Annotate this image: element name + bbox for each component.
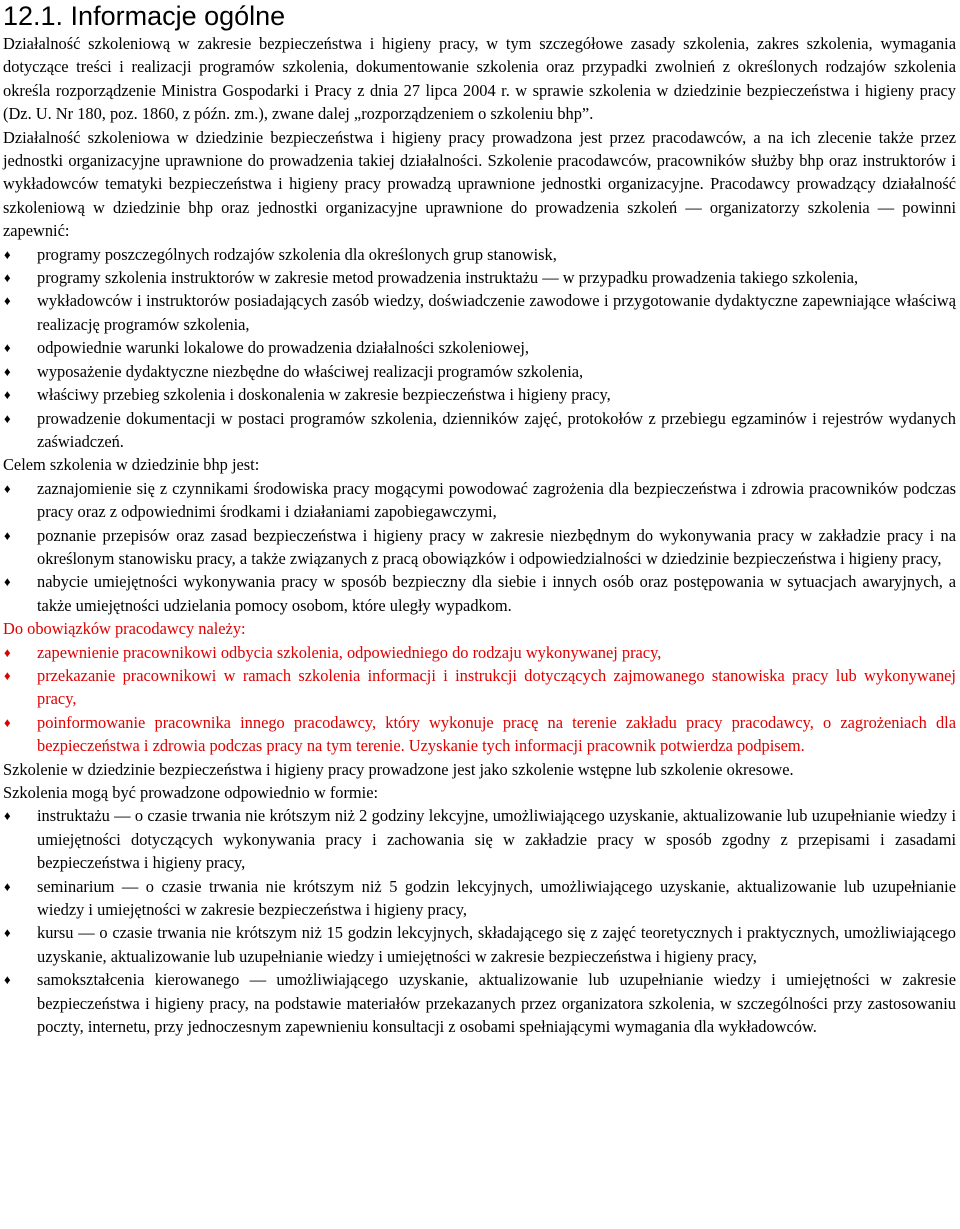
list-item: ♦ prowadzenie dokumentacji w postaci programów szkolenia, dzienników zajęć, protokołów z przebiegu egzaminów i rejestrów wydanych zaświadczeń. — [4, 408, 956, 451]
list-item: ♦ właściwy przebieg szkolenia i doskonalenia w zakresie bezpieczeństwa i higieny pracy, — [3, 383, 956, 406]
diamond-bullet-icon: ♦ — [4, 293, 11, 309]
goals-list — [3, 477, 956, 617]
list-item: ♦ wykładowców i instruktorów posiadających zasób wiedzy, doświadczenie zawodowe i przygotowanie dydaktyczne zapewniające właściwą realizację programów szkolenia, — [4, 291, 956, 334]
diamond-bullet-icon: ♦ — [4, 340, 11, 356]
diamond-bullet-icon: ♦ — [4, 270, 11, 286]
goal-heading: Celem szkolenia w dziedzinie bhp jest: — [3, 455, 260, 475]
training-type-paragraph: Szkolenie w dziedzinie bezpieczeństwa i higieny pracy prowadzone jest jako szkolenie wstępne lub szkolenie okresowe. — [3, 759, 794, 779]
organizer-duties-list — [3, 243, 956, 454]
list-item: ♦ nabycie umiejętności wykonywania pracy w sposób bezpieczny dla siebie i innych osób oraz postępowania w sytuacjach awaryjnych, a także umiejętności udzielania pomocy osobom, które uległy wypadkom. — [4, 572, 956, 615]
forms-list — [3, 804, 956, 1038]
list-item: ♦ odpowiednie warunki lokalowe do prowadzenia działalności szkoleniowej, — [3, 336, 956, 359]
list-item: ♦ programy szkolenia instruktorów w zakresie metod prowadzenia instruktażu — w przypadku prowadzenia takiego szkolenia, — [3, 266, 956, 289]
list-item: ♦ kursu — o czasie trwania nie krótszym niż 15 godzin lekcyjnych, składającego się z zajęć teoretycznych i praktycznych, umożliwiającego uzyskanie, aktualizowanie lub uzupełnianie wiedzy i umiejętności w zakresie bezpieczeństwa i higieny pracy, — [4, 923, 956, 966]
diamond-bullet-icon: ♦ — [4, 878, 11, 894]
diamond-bullet-icon: ♦ — [4, 363, 11, 379]
diamond-bullet-icon: ♦ — [4, 574, 11, 590]
list-item: ♦ samokształcenia kierowanego — umożliwiającego uzyskanie, aktualizowanie lub uzupełnianie wiedzy i umiejętności w zakresie bezpieczeństwa i higieny pracy, na podstawie materiałów przekazanych przez organizatora szkolenia, w szczególności przy zastosowaniu poczty, internetu, przy jednoczesnym zapewnieniu konsultacji z osobami spełniającymi wymagania dla wykładowców. — [4, 970, 956, 1037]
list-item: ♦ poznanie przepisów oraz zasad bezpieczeństwa i higieny pracy w zakresie niezbędnym do wykonywania pracy w zakładzie pracy i na określonym stanowisku pracy, a także związanych z pracą obowiązków i odpowiedzialności w dziedzinie bezpieczeństwa i higieny pracy, — [4, 525, 956, 568]
list-item: ♦ zapewnienie pracownikowi odbycia szkolenia, odpowiedniego do rodzaju wykonywanej pracy, — [3, 641, 956, 664]
diamond-bullet-icon: ♦ — [4, 410, 11, 426]
diamond-bullet-icon: ♦ — [4, 246, 11, 262]
list-item: ♦ instruktażu — o czasie trwania nie krótszym niż 2 godziny lekcyjne, umożliwiającego uzyskanie, aktualizowanie lub uzupełnianie wiedzy i umiejętności dotyczących wykonywania pracy i zachowania się w zakładzie pracy w sposób zgodny z przepisami i zasadami bezpieczeństwa i higieny pracy, — [4, 806, 956, 873]
page-title: 12.1. Informacje ogólne — [3, 1, 286, 31]
intro-paragraph-2: Działalność szkoleniowa w dziedzinie bezpieczeństwa i higieny pracy prowadzona jest przez pracodawców, a na ich zlecenie także przez jednostki organizacyjne uprawnione do prowadzenia takiej działalności. Szkolenie pracodawców, pracowników służby bhp oraz instruktorów i wykładowców tematyki bezpieczeństwa i higieny pracy prowadzą uprawnione jednostki organizacyjne. Pracodawcy prowadzący działalność szkoleniową w dziedzinie bhp oraz jednostki organizacyjne uprawnione do prowadzenia szkoleń — organizatorzy szkolenia — powinni zapewnić: — [3, 127, 956, 241]
diamond-bullet-icon: ♦ — [4, 387, 11, 403]
list-item: ♦ poinformowanie pracownika innego pracodawcy, który wykonuje pracę na terenie zakładu pracy pracodawcy, o zagrożeniach dla bezpieczeństwa i zdrowia podczas pracy na tym terenie. Uzyskanie tych informacji pracownik potwierdza podpisem. — [4, 712, 956, 756]
diamond-bullet-icon: ♦ — [4, 808, 11, 824]
intro-paragraph-1: Działalność szkoleniową w zakresie bezpieczeństwa i higieny pracy, w tym szczegółowe zasady szkolenia, zakres szkolenia, wymagania dotyczące treści i realizacji programów szkolenia, dokumentowanie szkolenia oraz przypadki zwolnień z określonych rodzajów szkolenia określa rozporządzenie Ministra Gospodarki i Pracy z dnia 27 lipca 2004 r. w sprawie szkolenia w dziedzinie bezpieczeństwa i higieny pracy (Dz. U. Nr 180, poz. 1860, z późn. zm.), zwane dalej „rozporządzeniem o szkoleniu bhp”. — [3, 34, 956, 124]
diamond-bullet-icon: ♦ — [4, 714, 11, 730]
diamond-bullet-icon: ♦ — [4, 972, 11, 988]
diamond-bullet-icon: ♦ — [4, 527, 11, 543]
list-item: ♦ wyposażenie dydaktyczne niezbędne do właściwej realizacji programów szkolenia, — [3, 360, 956, 383]
list-item: ♦ programy poszczególnych rodzajów szkolenia dla określonych grup stanowisk, — [3, 243, 956, 266]
list-item: ♦ przekazanie pracownikowi w ramach szkolenia informacji i instrukcji dotyczących zajmowanego stanowiska pracy lub wykonywanej pracy, — [4, 665, 956, 709]
diamond-bullet-icon: ♦ — [4, 644, 11, 660]
employer-duties-list — [3, 641, 956, 758]
diamond-bullet-icon: ♦ — [4, 667, 11, 683]
diamond-bullet-icon: ♦ — [4, 480, 11, 496]
list-item: ♦ zaznajomienie się z czynnikami środowiska pracy mogącymi powodować zagrożenia dla bezpieczeństwa i zdrowia pracowników podczas pracy oraz z odpowiednimi środkami i działaniami zapobiegawczymi, — [4, 478, 956, 522]
employer-heading: Do obowiązków pracodawcy należy: — [3, 619, 246, 639]
list-item: ♦ seminarium — o czasie trwania nie krótszym niż 5 godzin lekcyjnych, umożliwiającego uzyskanie, aktualizowanie lub uzupełnianie wiedzy i umiejętności w zakresie bezpieczeństwa i higieny pracy, — [4, 876, 956, 920]
diamond-bullet-icon: ♦ — [4, 925, 11, 941]
forms-heading: Szkolenia mogą być prowadzone odpowiednio w formie: — [3, 783, 379, 802]
